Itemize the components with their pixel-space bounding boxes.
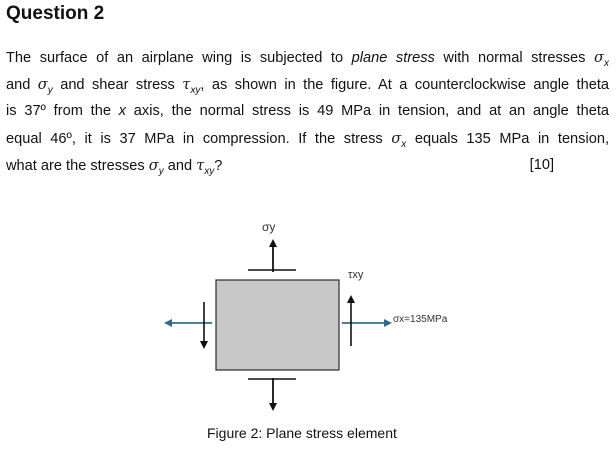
question-heading: Question 2 (6, 3, 105, 24)
text-line-4: equal 46º, it is 37 MPa in compression. If the stress $\sigma_x$ equals 135 MPa in tension, (6, 130, 609, 150)
text-line-3: is 37º from the x axis, the normal stress is 49 MPa in tension, and at an angle theta (6, 103, 609, 119)
marks-label: [10] (529, 157, 554, 173)
text-line-1: The surface of an airplane wing is subjected to plane stress with normal stresses $\sigma_x$ (6, 49, 609, 69)
sigma-x-label: σx=135MPa (393, 314, 448, 325)
text-line-5: what are the stresses $\sigma_y$ and $\tau_{xy}$? [10] (6, 152, 609, 179)
tau-xy-label: τxy (348, 269, 364, 281)
text-line-2: and $\sigma_y$ and shear stress $\tau_{xy}$, as shown in the figure. At a counterclockwise angle theta (6, 76, 609, 96)
sigma-y-label: σy (262, 220, 276, 234)
stress-element (216, 280, 339, 370)
question-text (6, 44, 609, 179)
figure-caption: Figure 2: Plane stress element (207, 425, 397, 441)
